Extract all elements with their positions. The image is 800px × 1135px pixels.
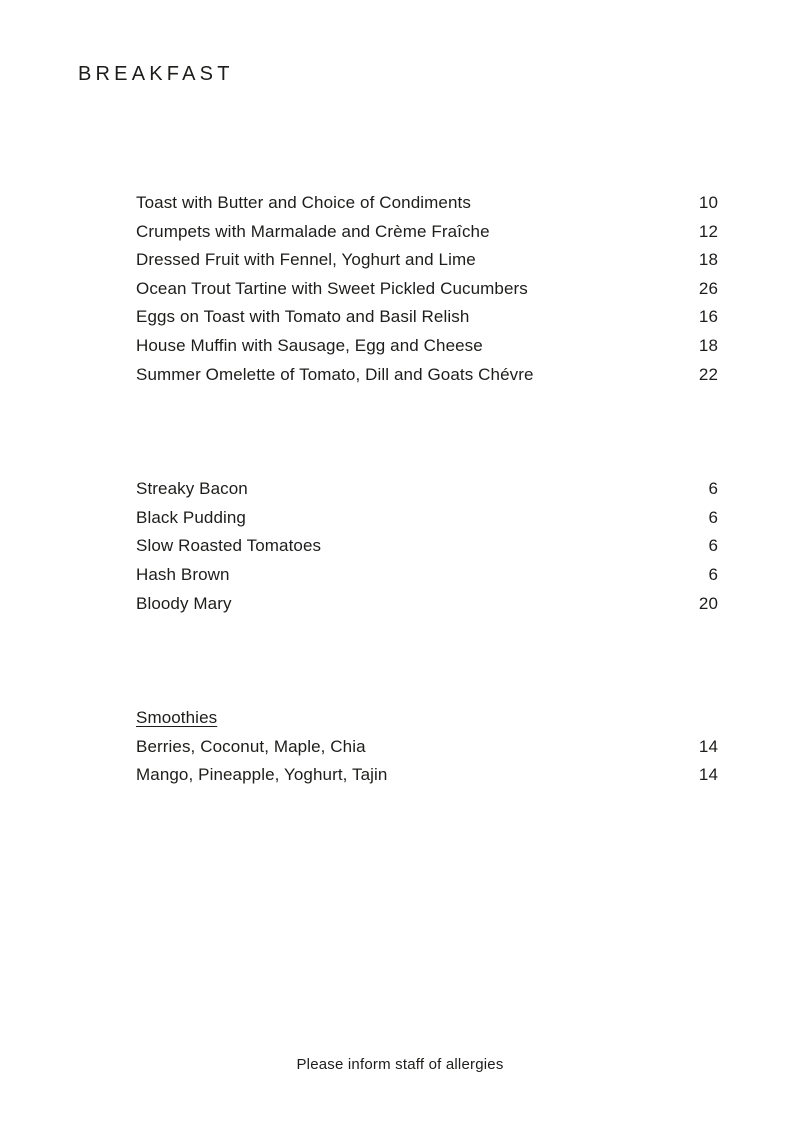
menu-item-name: Mango, Pineapple, Yoghurt, Tajin bbox=[136, 765, 388, 785]
menu-item-price: 12 bbox=[698, 221, 718, 241]
menu-item-row bbox=[136, 532, 718, 561]
menu-item-name: Berries, Coconut, Maple, Chia bbox=[136, 736, 366, 756]
menu-item-row bbox=[136, 761, 718, 790]
menu-item-row bbox=[136, 303, 718, 332]
menu-item-price: 6 bbox=[708, 507, 718, 527]
menu-item-price: 18 bbox=[698, 250, 718, 270]
menu-item-name: Crumpets with Marmalade and Crème Fraîche bbox=[136, 221, 490, 241]
menu-item-row bbox=[136, 561, 718, 590]
menu-item-name: Bloody Mary bbox=[136, 593, 232, 613]
section-heading: Smoothies bbox=[136, 708, 218, 728]
menu-item-row bbox=[136, 246, 718, 275]
menu-item-row bbox=[136, 189, 718, 218]
menu-item-row bbox=[136, 361, 718, 390]
menu-item-price: 20 bbox=[698, 593, 718, 613]
menu-item-name: Hash Brown bbox=[136, 564, 230, 584]
menu-section bbox=[136, 189, 718, 389]
menu-item-name: Eggs on Toast with Tomato and Basil Relish bbox=[136, 307, 470, 327]
menu-item-price: 22 bbox=[698, 364, 718, 384]
menu bbox=[136, 189, 718, 790]
menu-item-price: 6 bbox=[708, 479, 718, 499]
menu-item-row bbox=[136, 590, 718, 619]
menu-item-row bbox=[136, 218, 718, 247]
menu-section bbox=[136, 704, 718, 790]
page-title: BREAKFAST bbox=[78, 63, 234, 85]
menu-item-name: Slow Roasted Tomatoes bbox=[136, 536, 322, 556]
menu-item-name: Streaky Bacon bbox=[136, 479, 248, 499]
menu-item-row bbox=[136, 475, 718, 504]
menu-item-row bbox=[136, 733, 718, 762]
menu-item-price: 14 bbox=[698, 736, 718, 756]
menu-item-row bbox=[136, 504, 718, 533]
menu-section bbox=[136, 475, 718, 618]
menu-item-price: 10 bbox=[698, 193, 718, 212]
menu-item-name: Dressed Fruit with Fennel, Yoghurt and Lime bbox=[136, 250, 476, 270]
menu-item-name: House Muffin with Sausage, Egg and Cheese bbox=[136, 335, 483, 355]
menu-item-price: 16 bbox=[698, 307, 718, 327]
menu-item-price: 6 bbox=[708, 536, 718, 556]
menu-item-price: 26 bbox=[698, 278, 718, 298]
menu-item-name: Summer Omelette of Tomato, Dill and Goats Chévre bbox=[136, 364, 534, 384]
allergy-notice: Please inform staff of allergies bbox=[296, 1056, 504, 1073]
menu-item-name: Ocean Trout Tartine with Sweet Pickled Cucumbers bbox=[136, 278, 528, 298]
menu-item-row bbox=[136, 332, 718, 361]
menu-item-price: 6 bbox=[708, 564, 718, 584]
menu-item-row bbox=[136, 275, 718, 304]
menu-item-price: 18 bbox=[698, 335, 718, 355]
menu-item-name: Toast with Butter and Choice of Condiments bbox=[136, 193, 471, 212]
menu-item-price: 14 bbox=[698, 765, 718, 785]
menu-item-name: Black Pudding bbox=[136, 507, 246, 527]
